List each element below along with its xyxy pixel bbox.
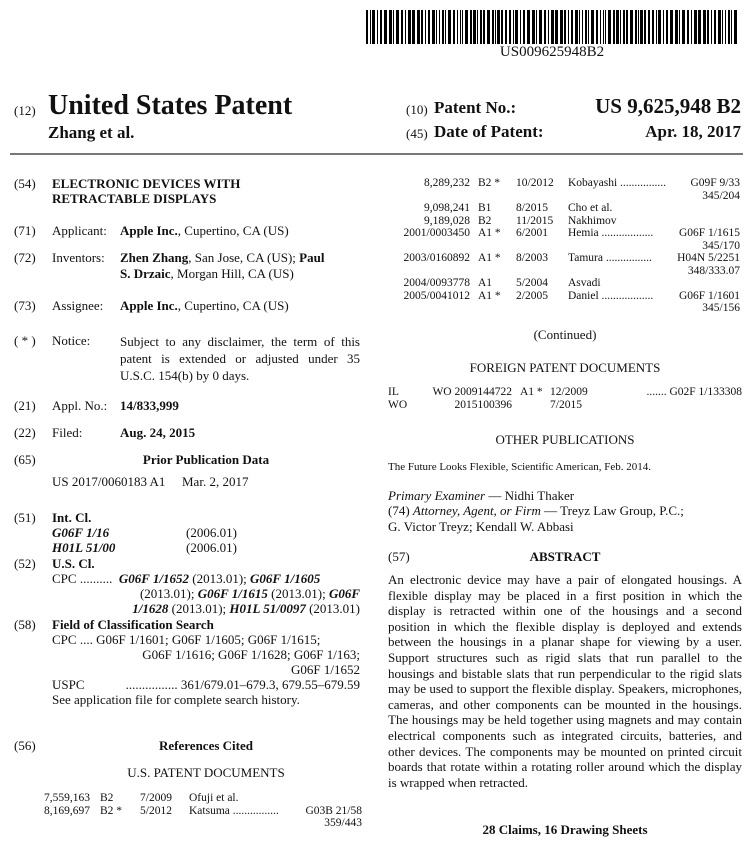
field-number: (56) (14, 738, 36, 753)
cpc-code: G06F 1/1605 (250, 571, 321, 586)
notice-text: Subject to any disclaimer, the term of this patent is extended or adjusted under 35 U.S.C. 154(b) by 0 days. (120, 334, 360, 383)
barcode-bar (421, 10, 423, 44)
inventors-value (120, 250, 370, 281)
barcode-bar (728, 10, 730, 44)
barcode-bar (722, 10, 723, 44)
reference-no: 2001/0003450 (403, 227, 470, 239)
patent-date-value: Apr. 18, 2017 (645, 122, 741, 141)
cpc-code: G06F 1/1615 (197, 586, 268, 601)
attorney (388, 503, 684, 534)
barcode-bar (439, 10, 440, 44)
barcode-bar (591, 10, 594, 44)
patent-date-code: (45) (406, 126, 428, 141)
reference-row (44, 805, 362, 818)
inventors-short: Zhang et al. (48, 123, 135, 142)
barcode-bar (687, 10, 689, 44)
application-number: 14/833,999 (120, 398, 179, 413)
barcode-bar (492, 10, 494, 44)
barcode-bar (473, 10, 476, 44)
cpc-line (52, 571, 320, 587)
reference-row-secondary (388, 240, 740, 253)
prior-publication-number: US 2017/0060183 A1 (52, 474, 166, 489)
reference-name: Ofuji et al. (189, 792, 239, 804)
barcode-bar (714, 10, 716, 44)
reference-date: 12/2009 (550, 386, 588, 398)
examiner-label: Primary Examiner (388, 488, 486, 503)
header-divider (10, 153, 743, 155)
barcode-bar (648, 10, 650, 44)
barcode-bar (408, 10, 411, 44)
barcode-bar (501, 10, 503, 44)
search-history-note: See application file for complete search history. (52, 692, 300, 707)
reference-country: IL (388, 386, 399, 398)
barcode-bar (401, 10, 403, 44)
barcode-bar (635, 10, 637, 44)
reference-cls2: 345/204 (702, 189, 740, 202)
barcode-bar (445, 10, 446, 44)
section-heading: U.S. Cl. (52, 556, 95, 571)
barcode-bar (470, 10, 472, 44)
barcode-bar (457, 10, 458, 44)
barcode-bar (380, 10, 382, 44)
reference-date: 7/2009 (140, 792, 172, 804)
reference-no: WO 2009144722 (432, 386, 512, 398)
field-number: (54) (14, 176, 36, 191)
reference-kind: A1 * (478, 227, 501, 239)
cpc-version: (2013.01); (267, 586, 329, 601)
reference-cls2: 345/156 (702, 302, 740, 314)
field-label: Assignee: (52, 298, 104, 313)
barcode-bar (389, 10, 392, 44)
barcode-bar (432, 10, 435, 44)
barcode-bar (596, 10, 598, 44)
barcode-bar (666, 10, 668, 44)
barcode-bar (620, 10, 621, 44)
barcode-bar (623, 10, 625, 44)
barcode-bar (480, 10, 482, 44)
barcode-bar (505, 10, 507, 44)
barcode-bar (582, 10, 583, 44)
us-references-continued-table (388, 177, 740, 315)
barcode-bar (605, 10, 606, 44)
int-cl-code: G06F 1/16 (52, 525, 110, 540)
barcode-bar (711, 10, 712, 44)
reference-row (388, 202, 740, 215)
search-cpc-line: G06F 1/1616; G06F 1/1628; G06F 1/163; (142, 647, 360, 662)
section-heading: Field of Classification Search (52, 617, 214, 632)
patent-number-value: US 9,625,948 B2 (595, 94, 741, 118)
barcode-bar (718, 10, 721, 44)
barcode-bar (663, 10, 664, 44)
cpc-line (52, 586, 360, 602)
reference-row (388, 277, 740, 290)
barcode-bar (588, 10, 589, 44)
inventor-name: Paul (299, 250, 325, 265)
barcode-bar (515, 10, 518, 44)
int-cl-version: (2006.01) (186, 525, 237, 540)
continued-note: (Continued) (533, 327, 597, 342)
reference-cls: ....... G02F 1/133308 (646, 386, 742, 398)
reference-cls2: 348/333.07 (687, 264, 740, 277)
inventor-name: S. Drzaic (120, 265, 171, 281)
int-cl-version: (2006.01) (186, 540, 237, 555)
reference-cls2: 359/443 (324, 817, 362, 829)
foreign-documents-heading: FOREIGN PATENT DOCUMENTS (469, 360, 661, 375)
reference-kind: A1 * (478, 252, 501, 264)
field-number: (71) (14, 223, 36, 238)
reference-name: Katsuma ................ (189, 804, 279, 817)
reference-name: Hemia .................. (568, 227, 654, 239)
barcode-bar (520, 10, 521, 44)
reference-row-secondary (44, 817, 362, 830)
cpc-code: H01L 51/0097 (229, 601, 306, 616)
reference-cls: G03B 21/58 (305, 804, 362, 817)
field-label: Filed: (52, 425, 83, 440)
cpc-code: 1/1628 (132, 601, 169, 616)
barcode-bar (370, 10, 371, 44)
section-heading: Prior Publication Data (142, 452, 270, 467)
field-label: Appl. No.: (52, 398, 108, 413)
reference-date: 5/2012 (140, 804, 172, 817)
search-cpc-line: G06F 1/1652 (291, 662, 360, 677)
barcode-bar (405, 10, 406, 44)
patent-number-code: (10) (406, 102, 428, 117)
kind-code-number: (12) (14, 103, 36, 118)
barcode-bar (417, 10, 420, 44)
reference-no: 8,289,232 (424, 177, 470, 189)
barcode-bar (564, 10, 566, 44)
barcode-bar (698, 10, 701, 44)
patent-number-label: Patent No.: (434, 98, 517, 117)
barcode-bar (613, 10, 615, 44)
reference-kind: B2 (100, 792, 114, 804)
barcode-bar (527, 10, 530, 44)
reference-cls2: 345/170 (702, 239, 740, 252)
barcode-bar (656, 10, 657, 44)
prior-publication-date: Mar. 2, 2017 (182, 474, 249, 489)
field-label: Notice: (52, 333, 91, 348)
barcode-bar (555, 10, 558, 44)
reference-name: Tamura ................ (568, 252, 652, 264)
cpc-line (52, 601, 360, 617)
assignee-value (120, 298, 360, 314)
cpc-code: G06F (328, 586, 360, 601)
barcode-bar (560, 10, 563, 44)
reference-row (388, 227, 740, 240)
barcode-bar (608, 10, 611, 44)
barcode-bar (460, 10, 461, 44)
barcode-bar (603, 10, 604, 44)
reference-kind: B2 (478, 214, 492, 227)
patent-date-label: Date of Patent: (434, 122, 544, 141)
barcode-bar (523, 10, 525, 44)
other-publications-heading: OTHER PUBLICATIONS (495, 432, 635, 447)
claims-summary: 28 Claims, 16 Drawing Sheets (482, 822, 648, 837)
barcode-number: US009625948B2 (499, 44, 605, 60)
barcode-bar (544, 10, 546, 44)
inventor-location: , Morgan Hill, CA (US) (170, 265, 294, 281)
barcode-bar (428, 10, 430, 44)
invention-title-line1: ELECTRONIC DEVICES WITH (52, 176, 241, 191)
barcode-bar (462, 10, 463, 44)
reference-no: 7,559,163 (44, 792, 90, 804)
primary-examiner (388, 488, 574, 504)
barcode-bar (372, 10, 375, 44)
barcode-bar (497, 10, 500, 44)
barcode-bar (691, 10, 692, 44)
barcode-bar (679, 10, 680, 44)
reference-row (388, 215, 740, 228)
applicant-value (120, 223, 360, 239)
patent-number-row (406, 94, 741, 119)
barcode-bar (670, 10, 673, 44)
cpc-version: (2013.01); (139, 586, 198, 601)
reference-row (388, 177, 740, 190)
reference-kind: B2 * (100, 804, 123, 817)
barcode-bar (630, 10, 633, 44)
barcode-bar (600, 10, 601, 44)
barcode-bar (638, 10, 639, 44)
invention-title-line2: RETRACTABLE DISPLAYS (52, 191, 217, 206)
barcode-bar (412, 10, 415, 44)
reference-no: 2003/0160892 (403, 252, 470, 264)
barcode-bar (396, 10, 399, 44)
reference-date: 11/2015 (516, 214, 554, 227)
reference-no: 9,098,241 (424, 202, 470, 214)
attorney-firm: — Treyz Law Group, P.C.; (540, 503, 684, 518)
barcode-bar (703, 10, 706, 44)
field-number: (52) (14, 556, 36, 571)
reference-no: 2004/0093778 (403, 277, 470, 289)
reference-cls: G06F 1/1601 (678, 289, 740, 302)
filed-date: Aug. 24, 2015 (120, 425, 196, 440)
reference-row-secondary (388, 302, 740, 315)
uspc-value: ................ 361/679.01–679.3, 679.55–679.59 (125, 677, 360, 692)
barcode-bar (579, 10, 580, 44)
reference-row (44, 792, 362, 805)
barcode-bar (465, 10, 468, 44)
patent-date-row (406, 121, 741, 143)
field-number: (72) (14, 250, 36, 265)
reference-date: 5/2004 (516, 277, 548, 289)
search-cpc-line: CPC .... G06F 1/1601; G06F 1/1605; G06F 1/1615; (52, 632, 321, 647)
reference-cls: G09F 9/33 (690, 177, 740, 189)
barcode-bar (539, 10, 542, 44)
barcode-bar (448, 10, 451, 44)
cpc-version: (2013.01); (168, 601, 230, 616)
barcode-bar (568, 10, 569, 44)
barcode-bar (575, 10, 578, 44)
inventor-name: Zhen Zhang (120, 250, 189, 265)
barcode-bar (626, 10, 628, 44)
field-label: Applicant: (52, 223, 107, 238)
reference-cls: H04N 5/2251 (677, 252, 740, 264)
reference-row (388, 386, 742, 399)
reference-name: Nakhimov (568, 214, 617, 227)
barcode-bar (585, 10, 587, 44)
barcode-bar (694, 10, 697, 44)
barcode-bar (393, 10, 394, 44)
barcode-bar (487, 10, 490, 44)
int-cl-code: H01L 51/00 (52, 540, 116, 555)
reference-date: 2/2005 (516, 289, 548, 302)
attorney-label: Attorney, Agent, or Firm (412, 503, 541, 518)
reference-country: WO (388, 398, 408, 411)
reference-name: Kobayashi ................ (568, 177, 667, 189)
invention-title (52, 176, 240, 206)
field-number: (58) (14, 617, 36, 632)
field-number: (51) (14, 510, 36, 525)
applicant-location: , Cupertino, CA (US) (177, 223, 289, 238)
field-number: (73) (14, 298, 36, 313)
barcode-bar (442, 10, 444, 44)
reference-kind: A1 * (520, 386, 543, 398)
assignee-location: , Cupertino, CA (US) (177, 298, 289, 313)
reference-row (388, 290, 740, 303)
reference-date: 8/2003 (516, 252, 548, 264)
cpc-version: (2013.01) (305, 601, 360, 616)
attorney-names: G. Victor Treyz; Kendall W. Abbasi (388, 518, 574, 534)
barcode-bar (644, 10, 646, 44)
barcode-bar (731, 10, 732, 44)
reference-cls: G06F 1/1615 (678, 227, 740, 239)
cpc-version: (2013.01); (189, 571, 251, 586)
reference-row (388, 252, 740, 265)
examiner-name: — Nidhi Thaker (485, 488, 575, 503)
abstract-text: An electronic device may have a pair of elongated housings. A flexible display may be placed in a first position in which the display is retracted within one of the housings and a second position in which the flexible display is deployed and extends between the housings in a planar shape for viewing by a user. Support structures such as rigid slats that run parallel to the housings and bistable slats that run perpendicular to the rigid slats may be used to support the flexible display. Speakers, microphones, cameras, and other components can be mounted in the housings. The housings may be held together using magnets and may contain electrical components such as integrated circuits, batteries, and other devices. The components may be mounted on printed circuit boards that rotate within a rotating roller around which the display is wrapped when retracted. (388, 572, 742, 790)
reference-name: Cho et al. (568, 202, 613, 214)
field-number: (21) (14, 398, 36, 413)
other-publication: The Future Looks Flexible, Scientific American, Feb. 2014. (388, 461, 652, 473)
us-references-table (44, 792, 362, 830)
barcode-bar (682, 10, 685, 44)
barcode-bar (483, 10, 485, 44)
barcode-bar (640, 10, 643, 44)
field-label: Inventors: (52, 250, 105, 265)
cpc-label: CPC .......... (52, 571, 113, 586)
barcode-bar (513, 10, 514, 44)
field-number: ( * ) (14, 333, 36, 348)
reference-date: 6/2001 (516, 227, 548, 239)
reference-row-secondary (388, 190, 740, 203)
barcode-bar (477, 10, 478, 44)
barcode-bar (425, 10, 426, 44)
barcode-bar (509, 10, 511, 44)
inventor-location: , San Jose, CA (US); (188, 250, 300, 265)
reference-row (388, 399, 742, 412)
barcode-bar (377, 10, 378, 44)
document-title: United States Patent (48, 90, 293, 121)
barcode-bar (532, 10, 535, 44)
field-number: (65) (14, 452, 36, 467)
field-number: (22) (14, 425, 36, 440)
barcode-bar (571, 10, 573, 44)
us-patent-documents-heading: U.S. PATENT DOCUMENTS (127, 765, 285, 780)
reference-name: Asvadi (568, 277, 601, 289)
barcode-bar (734, 10, 737, 44)
barcode-bar (652, 10, 654, 44)
barcode-bar (725, 10, 726, 44)
reference-row-secondary (388, 265, 740, 278)
barcode-bar (707, 10, 709, 44)
reference-kind: B1 (478, 202, 492, 214)
barcode-bar (366, 10, 368, 44)
barcode (366, 10, 738, 44)
reference-date: 7/2015 (550, 398, 582, 411)
reference-date: 10/2012 (516, 177, 554, 189)
section-heading: Int. Cl. (52, 510, 92, 525)
barcode-bar (675, 10, 678, 44)
applicant-name: Apple Inc. (120, 223, 178, 238)
reference-date: 8/2015 (516, 202, 548, 214)
barcode-bar (436, 10, 437, 44)
barcode-bar (548, 10, 549, 44)
barcode-bar (495, 10, 496, 44)
assignee-name: Apple Inc. (120, 298, 178, 313)
barcode-bar (536, 10, 537, 44)
abstract-heading: ABSTRACT (529, 549, 601, 564)
field-number: (74) (388, 503, 410, 518)
barcode-bar (551, 10, 554, 44)
barcode-bar (658, 10, 661, 44)
reference-kind: A1 (478, 277, 493, 289)
cpc-code: G06F 1/1652 (118, 571, 190, 586)
reference-kind: A1 * (478, 289, 501, 302)
barcode-bar (616, 10, 619, 44)
reference-name: Daniel .................. (568, 289, 654, 302)
reference-no: 2005/0041012 (403, 289, 470, 302)
reference-no: 8,169,697 (44, 804, 90, 817)
reference-no: 9,189,028 (424, 214, 470, 227)
foreign-references-table (388, 386, 742, 411)
barcode-bar (453, 10, 455, 44)
section-heading: References Cited (159, 738, 253, 753)
reference-no: 2015100396 (454, 398, 512, 411)
uspc-label: USPC (52, 677, 85, 692)
reference-kind: B2 * (478, 177, 501, 189)
barcode-bar (384, 10, 387, 44)
abstract-number: (57) (388, 549, 410, 564)
